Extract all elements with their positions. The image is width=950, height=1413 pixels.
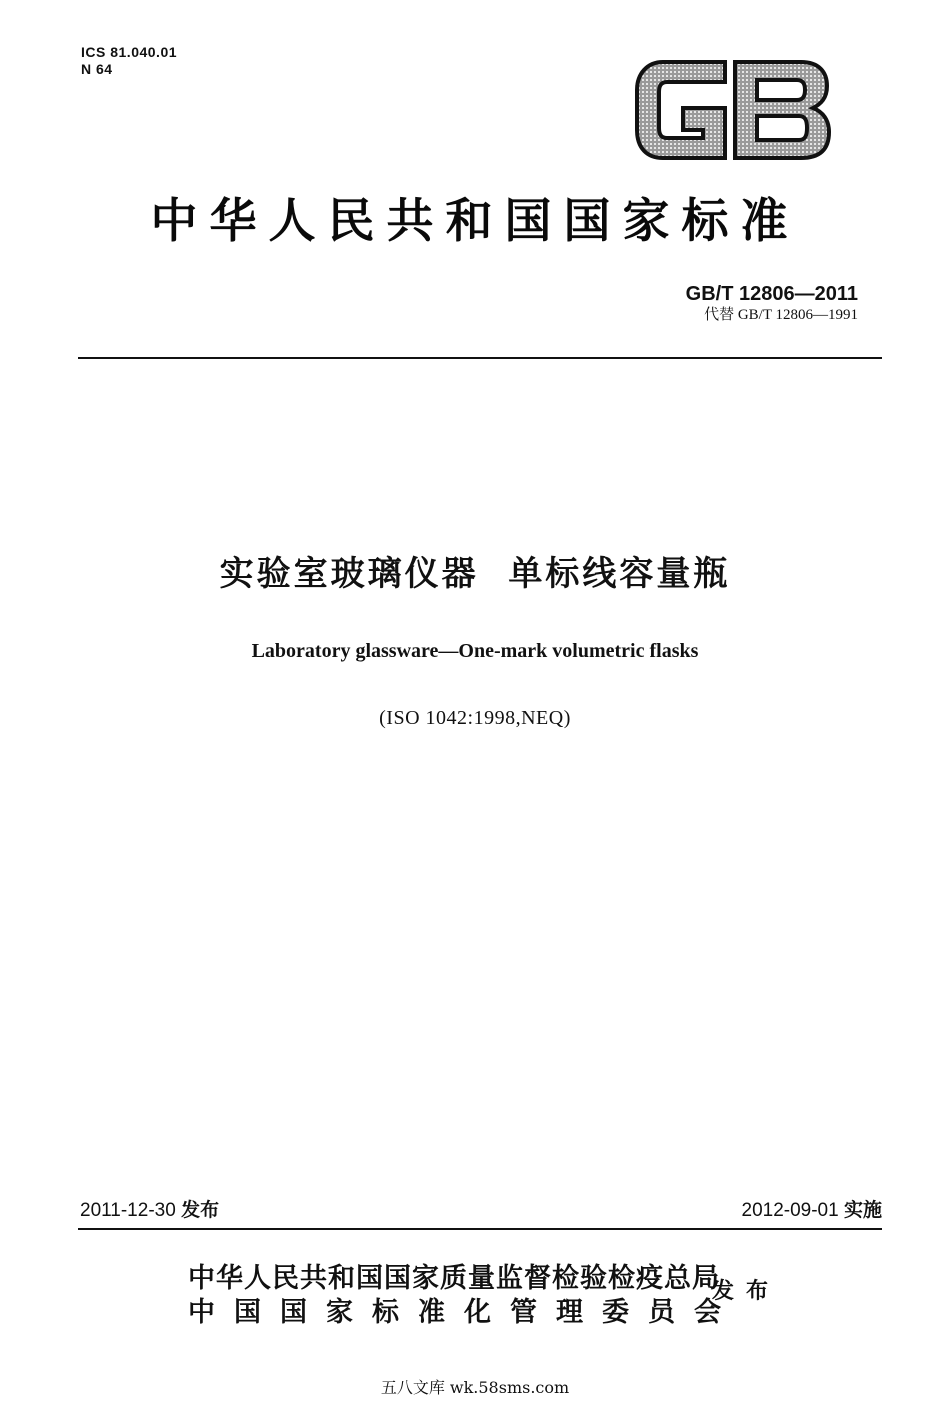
top-divider: [78, 357, 882, 359]
issue-date: 2011-12-30: [80, 1200, 176, 1221]
footer-watermark: 五八文库 wk.58sms.com: [380, 1378, 570, 1397]
issue-date-line: [80, 1198, 219, 1223]
standard-number: GB/T 12806—2011: [685, 283, 858, 305]
effective-label: 实施: [843, 1199, 882, 1221]
publish-label: 发布: [712, 1279, 781, 1304]
ics-code: ICS 81.040.01: [81, 44, 178, 60]
standard-number-block: [686, 282, 858, 324]
publishers: [188, 1262, 740, 1330]
classification-codes: [81, 44, 177, 78]
gb-logo-icon: [633, 58, 833, 162]
publisher-aqsiq: 中华人民共和国国家质量监督检验检疫总局: [188, 1263, 720, 1294]
effective-date: 2012-09-01: [741, 1200, 839, 1221]
english-title: Laboratory glassware—One-mark volumetric flasks: [251, 640, 699, 662]
bottom-divider: [78, 1228, 882, 1230]
replaces-standard: 代替 GB/T 12806—1991: [704, 307, 858, 323]
iso-reference: (ISO 1042:1998,NEQ): [379, 707, 571, 729]
effective-date-line: [742, 1198, 883, 1223]
chinese-title: 实验室玻璃仪器 单标线容量瓶: [219, 554, 731, 594]
issue-label: 发布: [181, 1199, 220, 1221]
ccs-code: N 64: [81, 61, 113, 77]
publisher-sac: 中国国家标准化管理委员会: [188, 1297, 740, 1328]
national-standard-heading: 中华人民共和国国家标准: [150, 194, 800, 249]
